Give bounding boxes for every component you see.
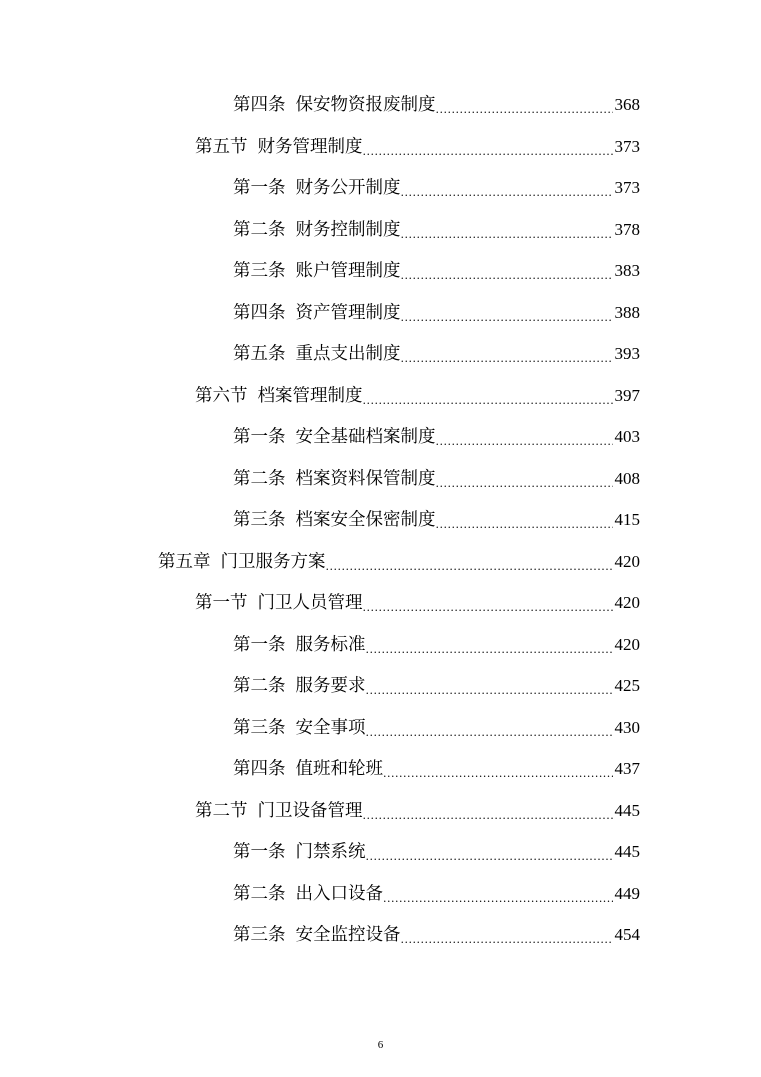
toc-entry-title: 安全事项: [295, 717, 366, 738]
toc-entry-title: 服务标准: [295, 634, 366, 655]
toc-entry[interactable]: [195, 381, 640, 411]
toc-entry[interactable]: [233, 173, 640, 203]
toc-entry[interactable]: [233, 90, 640, 120]
toc-entry-page: 368: [614, 95, 640, 114]
toc-entry-title: 安全基础档案制度: [295, 427, 436, 447]
toc-entry[interactable]: [233, 505, 640, 535]
dot-leader: [401, 298, 613, 328]
toc-entry-page: 420: [614, 634, 640, 654]
toc-entry-number: 第二节: [195, 800, 248, 821]
toc-entry-title: 档案资料保管制度: [295, 468, 436, 489]
toc-entry-title: 门卫人员管理: [257, 593, 363, 613]
toc-entry[interactable]: [233, 713, 640, 743]
toc-entry-number: 第六节: [195, 385, 248, 406]
dot-leader: [363, 796, 613, 826]
toc-entry-title: 账户管理制度: [295, 261, 401, 281]
toc-entry-number: 第四条: [233, 759, 286, 779]
dot-leader: [401, 256, 613, 286]
toc-entry-title: 档案管理制度: [257, 385, 363, 406]
toc-entry-number: 第二条: [233, 676, 286, 696]
toc-entry-number: 第一条: [233, 178, 286, 198]
toc-entry[interactable]: [233, 339, 640, 369]
toc-entry[interactable]: [233, 256, 640, 286]
toc-entry-title: 财务控制制度: [295, 219, 401, 240]
dot-leader: [366, 713, 613, 743]
toc-entry-page: 445: [614, 842, 640, 861]
toc-entry-page: 383: [614, 261, 640, 280]
toc-entry-title: 服务要求: [295, 676, 366, 696]
toc-entry-title: 档案安全保密制度: [295, 510, 436, 530]
toc-entry-title: 财务公开制度: [295, 178, 401, 198]
toc-entry-page: 420: [614, 551, 640, 571]
toc-entry-page: 397: [614, 385, 640, 405]
dot-leader: [401, 215, 613, 245]
dot-leader: [401, 339, 613, 369]
toc-entry-page: 430: [614, 717, 640, 737]
dot-leader: [383, 879, 613, 909]
toc-entry-number: 第三条: [233, 717, 286, 738]
toc-entry-page: 425: [614, 676, 640, 695]
toc-entry-title: 安全监控设备: [295, 925, 401, 945]
toc-entry[interactable]: [233, 754, 640, 784]
dot-leader: [366, 837, 613, 867]
toc-entry-title: 重点支出制度: [295, 344, 401, 364]
dot-leader: [366, 671, 613, 701]
toc-entry-title: 资产管理制度: [295, 302, 401, 323]
toc-entry-page: 393: [614, 344, 640, 363]
toc-entry-page: 388: [614, 302, 640, 322]
dot-leader: [363, 132, 613, 162]
toc-entry-page: 454: [614, 925, 640, 944]
toc-entry-page: 420: [614, 593, 640, 612]
dot-leader: [401, 920, 613, 950]
toc-entry-title: 门卫设备管理: [257, 800, 363, 821]
dot-leader: [436, 505, 613, 535]
toc-entry-number: 第一节: [195, 593, 248, 613]
toc-entry-number: 第二条: [233, 468, 286, 489]
toc-entry[interactable]: [233, 215, 640, 245]
toc-entry-number: 第二条: [233, 219, 286, 240]
toc-entry-page: 445: [614, 800, 640, 820]
toc-entry[interactable]: [233, 464, 640, 494]
dot-leader: [383, 754, 613, 784]
dot-leader: [436, 90, 613, 120]
toc-entry-page: 437: [614, 759, 640, 778]
page-number: 6: [377, 1039, 384, 1051]
toc-entry[interactable]: [233, 422, 640, 452]
toc-entry[interactable]: [195, 132, 640, 162]
toc-entry-title: 保安物资报废制度: [295, 95, 436, 115]
toc-entry-page: 449: [614, 883, 640, 903]
toc-entry-number: 第五条: [233, 344, 286, 364]
toc-entry-page: 403: [614, 427, 640, 446]
dot-leader: [436, 422, 613, 452]
toc-entry[interactable]: [233, 837, 640, 867]
toc-entry-page: 373: [614, 178, 640, 197]
toc-entry-title: 出入口设备: [295, 883, 383, 904]
dot-leader: [366, 630, 613, 660]
toc-entry-number: 第二条: [233, 883, 286, 904]
dot-leader: [363, 588, 613, 618]
toc-entry-page: 415: [614, 510, 640, 529]
dot-leader: [401, 173, 613, 203]
toc-entry[interactable]: [233, 298, 640, 328]
toc-entry[interactable]: [233, 879, 640, 909]
toc-entry-title: 财务管理制度: [257, 136, 363, 157]
toc-entry-title: 门禁系统: [295, 842, 366, 862]
toc-entry-number: 第五章: [158, 551, 211, 572]
toc-entry-number: 第三条: [233, 261, 286, 281]
toc-entry-page: 373: [614, 136, 640, 156]
toc-entry-number: 第四条: [233, 95, 286, 115]
toc-entry-number: 第三条: [233, 925, 286, 945]
toc-entry[interactable]: [195, 796, 640, 826]
toc-entry-number: 第一条: [233, 842, 286, 862]
toc-entry-page: 408: [614, 468, 640, 488]
toc-entry[interactable]: [233, 920, 640, 950]
toc-entry[interactable]: [233, 671, 640, 701]
dot-leader: [436, 464, 613, 494]
toc-entry-number: 第一条: [233, 427, 286, 447]
toc-entry-number: 第五节: [195, 136, 248, 157]
toc-entry-title: 值班和轮班: [295, 759, 383, 779]
dot-leader: [363, 381, 613, 411]
toc-entry[interactable]: [158, 547, 640, 577]
toc-entry-title: 门卫服务方案: [220, 551, 326, 572]
toc-entry[interactable]: [195, 588, 640, 618]
toc-entry[interactable]: [233, 630, 640, 660]
toc-entry-number: 第三条: [233, 510, 286, 530]
dot-leader: [326, 547, 613, 577]
toc-entry-number: 第四条: [233, 302, 286, 323]
toc-entry-number: 第一条: [233, 634, 286, 655]
toc-entry-page: 378: [614, 219, 640, 239]
